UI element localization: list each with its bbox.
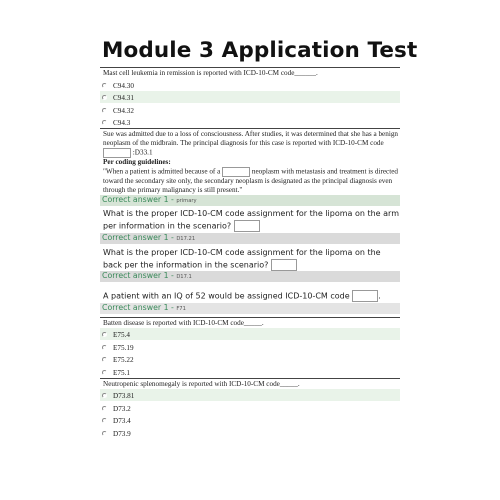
question-1 [100,67,400,128]
question-4-text: What is the proper ICD-10-CM code assignment for the lipoma on the back per the information in the scenario? [103,247,381,269]
question-7 [100,378,400,439]
test-page [100,38,418,439]
radio-icon[interactable] [102,332,107,337]
answer-blank-input[interactable] [271,259,297,271]
correct-answer-bar: Correct answer 1 - F71 [100,303,400,314]
question-2-text: Sue was admitted due to a loss of consciousness. After studies, it was determined that she has a benign neoplasm of the midbrain. The principal diagnosis for this case is reported with ICD-10-CM code :D33.1 [100,128,400,158]
question-5 [100,282,400,314]
option-c94-3[interactable]: C94.3 [100,116,400,129]
correct-answer-bar: Correct answer 1 - D17.21 [100,233,400,244]
option-e75-19[interactable]: E75.19 [100,340,400,353]
page-title: Module 3 Application Test [102,38,418,63]
radio-icon[interactable] [102,431,107,436]
option-c94-32[interactable]: C94.32 [100,103,400,116]
question-3 [100,206,400,244]
radio-icon[interactable] [102,370,107,375]
radio-icon[interactable] [102,108,107,113]
option-d73-4[interactable]: D73.4 [100,414,400,427]
correct-answer-bar: Correct answer 1 - primary [100,195,400,206]
answer-blank-input[interactable] [103,148,131,158]
radio-icon[interactable] [102,393,107,398]
question-6-text: Batten disease is reported with ICD-10-CM code_____. [100,317,400,328]
question-6 [100,317,400,378]
option-e75-1[interactable]: E75.1 [100,365,400,378]
question-1-text: Mast cell leukemia in remission is reported with ICD-10-CM code______. [100,67,400,78]
guidelines-heading: Per coding guidelines: [103,158,171,166]
radio-icon[interactable] [102,120,107,125]
radio-icon[interactable] [102,406,107,411]
option-d73-81[interactable]: D73.81 [100,389,400,402]
correct-answer-bar: Correct answer 1 - D17.1 [100,271,400,282]
radio-icon[interactable] [102,345,107,350]
answer-blank-input[interactable] [352,290,378,302]
radio-icon[interactable] [102,357,107,362]
option-d73-9[interactable]: D73.9 [100,426,400,439]
radio-icon[interactable] [102,83,107,88]
question-7-text: Neutropenic splenomegaly is reported with ICD-10-CM code_____. [100,378,400,389]
radio-icon[interactable] [102,95,107,100]
guideline-text: "When a patient is admitted because of a neoplasm with metastasis and treatment is directed toward the secondary site only, the secondary neoplasm is designated as the principal diagnosis even through the primary malignancy is still present." [103,167,398,194]
option-c94-31[interactable]: C94.31 [100,91,400,104]
question-3-text: What is the proper ICD-10-CM code assignment for the lipoma on the arm per information in the scenario? [103,209,399,231]
radio-icon[interactable] [102,418,107,423]
option-e75-22[interactable]: E75.22 [100,353,400,366]
option-e75-4[interactable]: E75.4 [100,328,400,341]
question-2 [100,128,400,206]
question-4 [100,244,400,283]
answer-blank-input[interactable] [234,220,260,232]
option-c94-30[interactable]: C94.30 [100,78,400,91]
guideline-blank-input[interactable] [222,167,250,177]
question-5-text: A patient with an IQ of 52 would be assigned ICD-10-CM code . [103,291,381,301]
option-d73-2[interactable]: D73.2 [100,401,400,414]
